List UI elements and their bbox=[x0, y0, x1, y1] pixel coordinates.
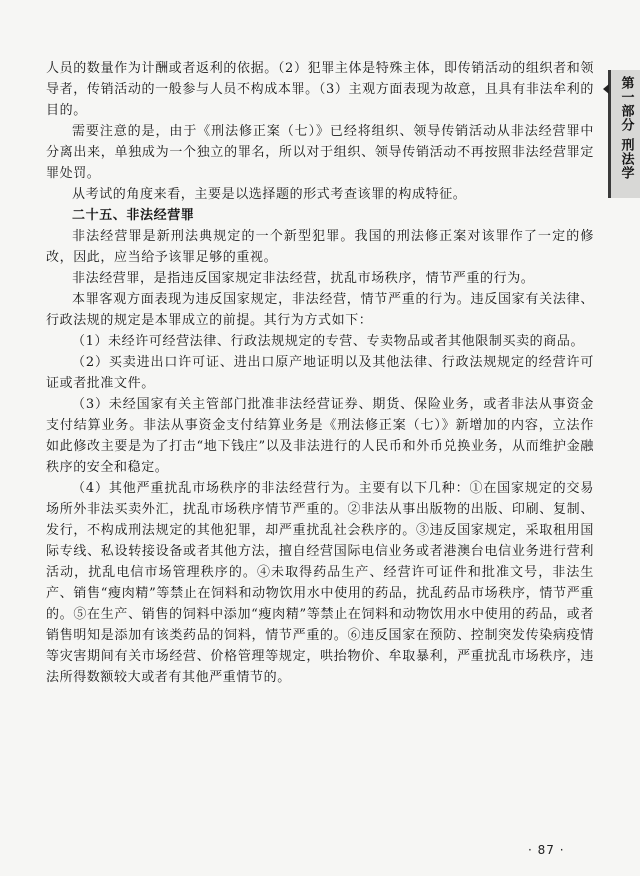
section-heading: 二十五、非法经营罪 bbox=[72, 208, 195, 223]
paragraph-exam-tip: 从考试的角度来看，主要是以选择题的形式考查该罪的构成特征。 bbox=[72, 187, 467, 202]
side-tab-part: 第一部分 bbox=[618, 76, 634, 132]
list-item-1: （1）未经许可经营法律、行政法规规定的专营、专卖物品或者其他限制买卖的商品。 bbox=[72, 334, 585, 349]
list-item-4: （4）其他严重扰乱市场秩序的非法经营行为。主要有以下几种：①在国家规定的交易场所外非法买卖外汇，扰乱市场秩序情节严重的。②非法从事出版物的出版、印刷、复制、发行，不构成刑法规定的其他犯罪，却严重扰乱社会秩序的。③违反国家规定，采取租用国际专线、私设转接设备或者其他方法，擅自经营国际电信业务或者港澳台电信业务进行营利活动，扰乱电信市场管理秩序的。④未取得药品生产、经营许可证件和批准文号，非法生产、销售“瘦肉精”等禁止在饲料和动物饮用水中使用的药品，扰乱药品市场秩序，情节严重的。⑤在生产、销售的饲料中添加“瘦肉精”等禁止在饲料和动物饮用水中使用的药品，或者销售明知是添加有该类药品的饲料，情节严重的。⑥违反国家在预防、控制突发传染病疫情等灾害期间有关市场经营、价格管理等规定，哄抬物价、牟取暴利，严重扰乱市场秩序，违法所得数额较大或者有其他严重情节的。 bbox=[46, 481, 594, 685]
tab-arrow-icon bbox=[603, 84, 609, 94]
list-item-3: （3）未经国家有关主管部门批准非法经营证券、期货、保险业务，或者非法从事资金支付结算业务。非法从事资金支付结算业务是《刑法修正案（七）》新增加的内容，立法作如此修改主要是为了打击“地下钱庄”以及非法进行的人民币和外币兑换业务，从而维护金融秩序的安全和稳定。 bbox=[46, 397, 594, 475]
side-tab-subject: 刑法学 bbox=[618, 138, 634, 180]
paragraph-objective: 本罪客观方面表现为违反国家规定，非法经营，情节严重的行为。违反国家有关法律、行政法规的规定是本罪成立的前提。其行为方式如下： bbox=[46, 292, 594, 328]
paragraph-intro: 非法经营罪是新刑法典规定的一个新型犯罪。我国的刑法修正案对该罪作了一定的修改，因此，应当给予该罪足够的重视。 bbox=[46, 229, 594, 265]
page-body bbox=[46, 58, 594, 688]
paragraph-note: 需要注意的是，由于《刑法修正案（七）》已经将组织、领导传销活动从非法经营罪中分离出来，单独成为一个独立的罪名，所以对于组织、领导传销活动不再按照非法经营罪定罪处罚。 bbox=[46, 124, 594, 181]
paragraph-continuation: 人员的数量作为计酬或者返利的依据。（2）犯罪主体是特殊主体，即传销活动的组织者和领导者，传销活动的一般参与人员不构成本罪。（3）主观方面表现为故意，且具有非法牟利的目的。 bbox=[46, 61, 594, 118]
paragraph-definition: 非法经营罪，是指违反国家规定非法经营，扰乱市场秩序，情节严重的行为。 bbox=[72, 271, 535, 286]
list-item-2: （2）买卖进出口许可证、进出口原产地证明以及其他法律、行政法规规定的经营许可证或者批准文件。 bbox=[46, 355, 594, 391]
page-number: · 87 · bbox=[528, 843, 565, 857]
chapter-side-tab bbox=[608, 70, 640, 198]
